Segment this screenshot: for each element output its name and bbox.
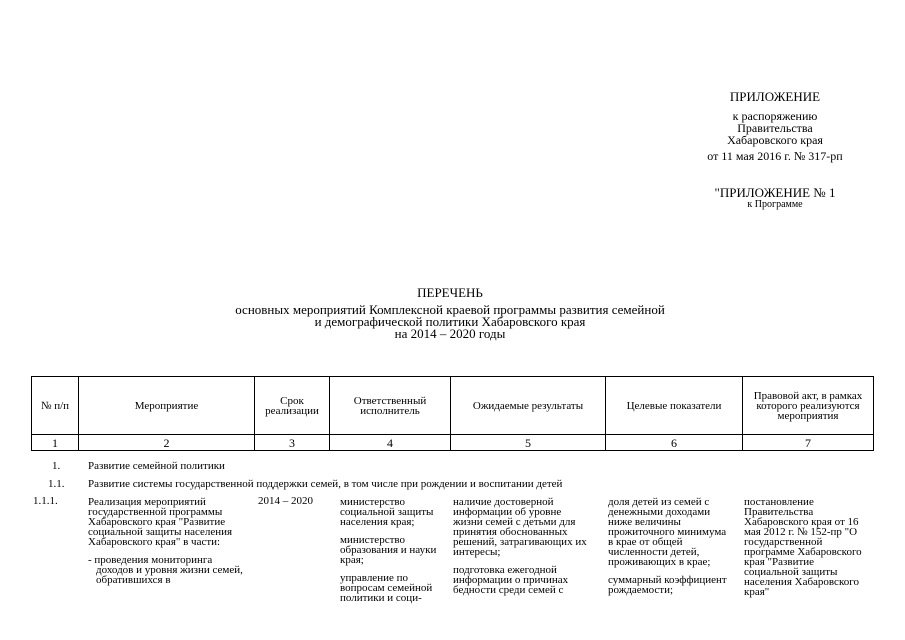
executor-cell <box>340 497 444 611</box>
results-cell <box>453 497 591 603</box>
appendix-line-3: Хабаровского края <box>727 133 823 147</box>
header-cell-period: Срок реализации <box>255 377 330 435</box>
row-number: 1.1.1. <box>33 495 58 507</box>
header-cell-num: № п/п <box>32 377 79 435</box>
column-number: 7 <box>743 435 874 451</box>
appendix-1-subtitle: к Программе <box>747 199 803 210</box>
executor-text: министерство социальной защиты населения края; <box>340 496 434 528</box>
column-number-row <box>32 435 874 451</box>
activity-text: Реализация мероприятий государственной программы Хабаровского края "Развитие социальной защиты населения Хабаровского края" в части: <box>88 496 233 548</box>
activities-table-header <box>31 376 874 451</box>
appendix-line-1: к распоряжению <box>732 109 818 123</box>
targets-cell <box>608 497 728 603</box>
targets-text: доля детей из семей с денежными доходами ниже величины прожиточного минимума в крае от общей численности детей, проживающих в крае; <box>608 496 727 568</box>
executor-text: министерство образования и науки края; <box>340 534 437 566</box>
targets-text: суммарный коэффициент рождаемости; <box>608 574 727 596</box>
executor-text: управление по вопросам семейной политики и соци- <box>340 572 433 604</box>
section-title: Развитие семейной политики <box>88 460 225 472</box>
document-title <box>150 286 750 340</box>
section-title: Развитие системы государственной поддержки семей, в том числе при рождении и воспитании детей <box>88 478 563 490</box>
column-number: 4 <box>330 435 451 451</box>
header-cell-results: Ожидаемые результаты <box>451 377 606 435</box>
column-number: 6 <box>606 435 743 451</box>
column-number: 5 <box>451 435 606 451</box>
appendix-line-2: Правительства <box>737 121 813 135</box>
title-line-1: основных мероприятий Комплексной краевой программы развития семейной <box>235 302 665 317</box>
legal-act-cell <box>744 497 864 605</box>
appendix-line-4: от 11 мая 2016 г. № 317-рп <box>707 149 843 163</box>
header-cell-activity: Мероприятие <box>79 377 255 435</box>
section-number: 1. <box>52 460 61 472</box>
header-cell-targets: Целевые показатели <box>606 377 743 435</box>
title-heading: ПЕРЕЧЕНЬ <box>417 285 483 300</box>
results-text: наличие достоверной информации об уровне жизни семей с детьми для принятия обоснованных решений, затрагивающих их интересы; <box>453 496 587 558</box>
title-line-2: и демографической политики Хабаровского края <box>314 314 586 329</box>
header-row <box>32 377 874 435</box>
title-line-3: на 2014 – 2020 годы <box>394 326 506 341</box>
results-text: подготовка ежегодной информации о причинах бедности среди семей с <box>453 564 569 596</box>
column-number: 3 <box>255 435 330 451</box>
section-number: 1.1. <box>48 478 65 490</box>
appendix-title: ПРИЛОЖЕНИЕ <box>729 89 821 104</box>
appendix-header <box>700 90 850 162</box>
column-number: 2 <box>79 435 255 451</box>
activity-cell <box>88 497 248 593</box>
appendix-1-header <box>690 186 860 210</box>
appendix-1-title: "ПРИЛОЖЕНИЕ № 1 <box>714 185 836 200</box>
legal-act-text: постановление Правительства Хабаровского края от 16 мая 2012 г. № 152-пр "О государственной программе Хабаровского края "Развитие социальной защиты населения Хабаровского края" <box>744 496 862 598</box>
activity-text: - проведения мониторинга доходов и уровня жизни семей, обратившихся в <box>88 554 243 586</box>
header-cell-executor: Ответственный исполнитель <box>330 377 451 435</box>
period-cell: 2014 – 2020 <box>258 495 313 507</box>
header-cell-legal-act: Правовой акт, в рамках которого реализуются мероприятия <box>743 377 874 435</box>
column-number: 1 <box>32 435 79 451</box>
